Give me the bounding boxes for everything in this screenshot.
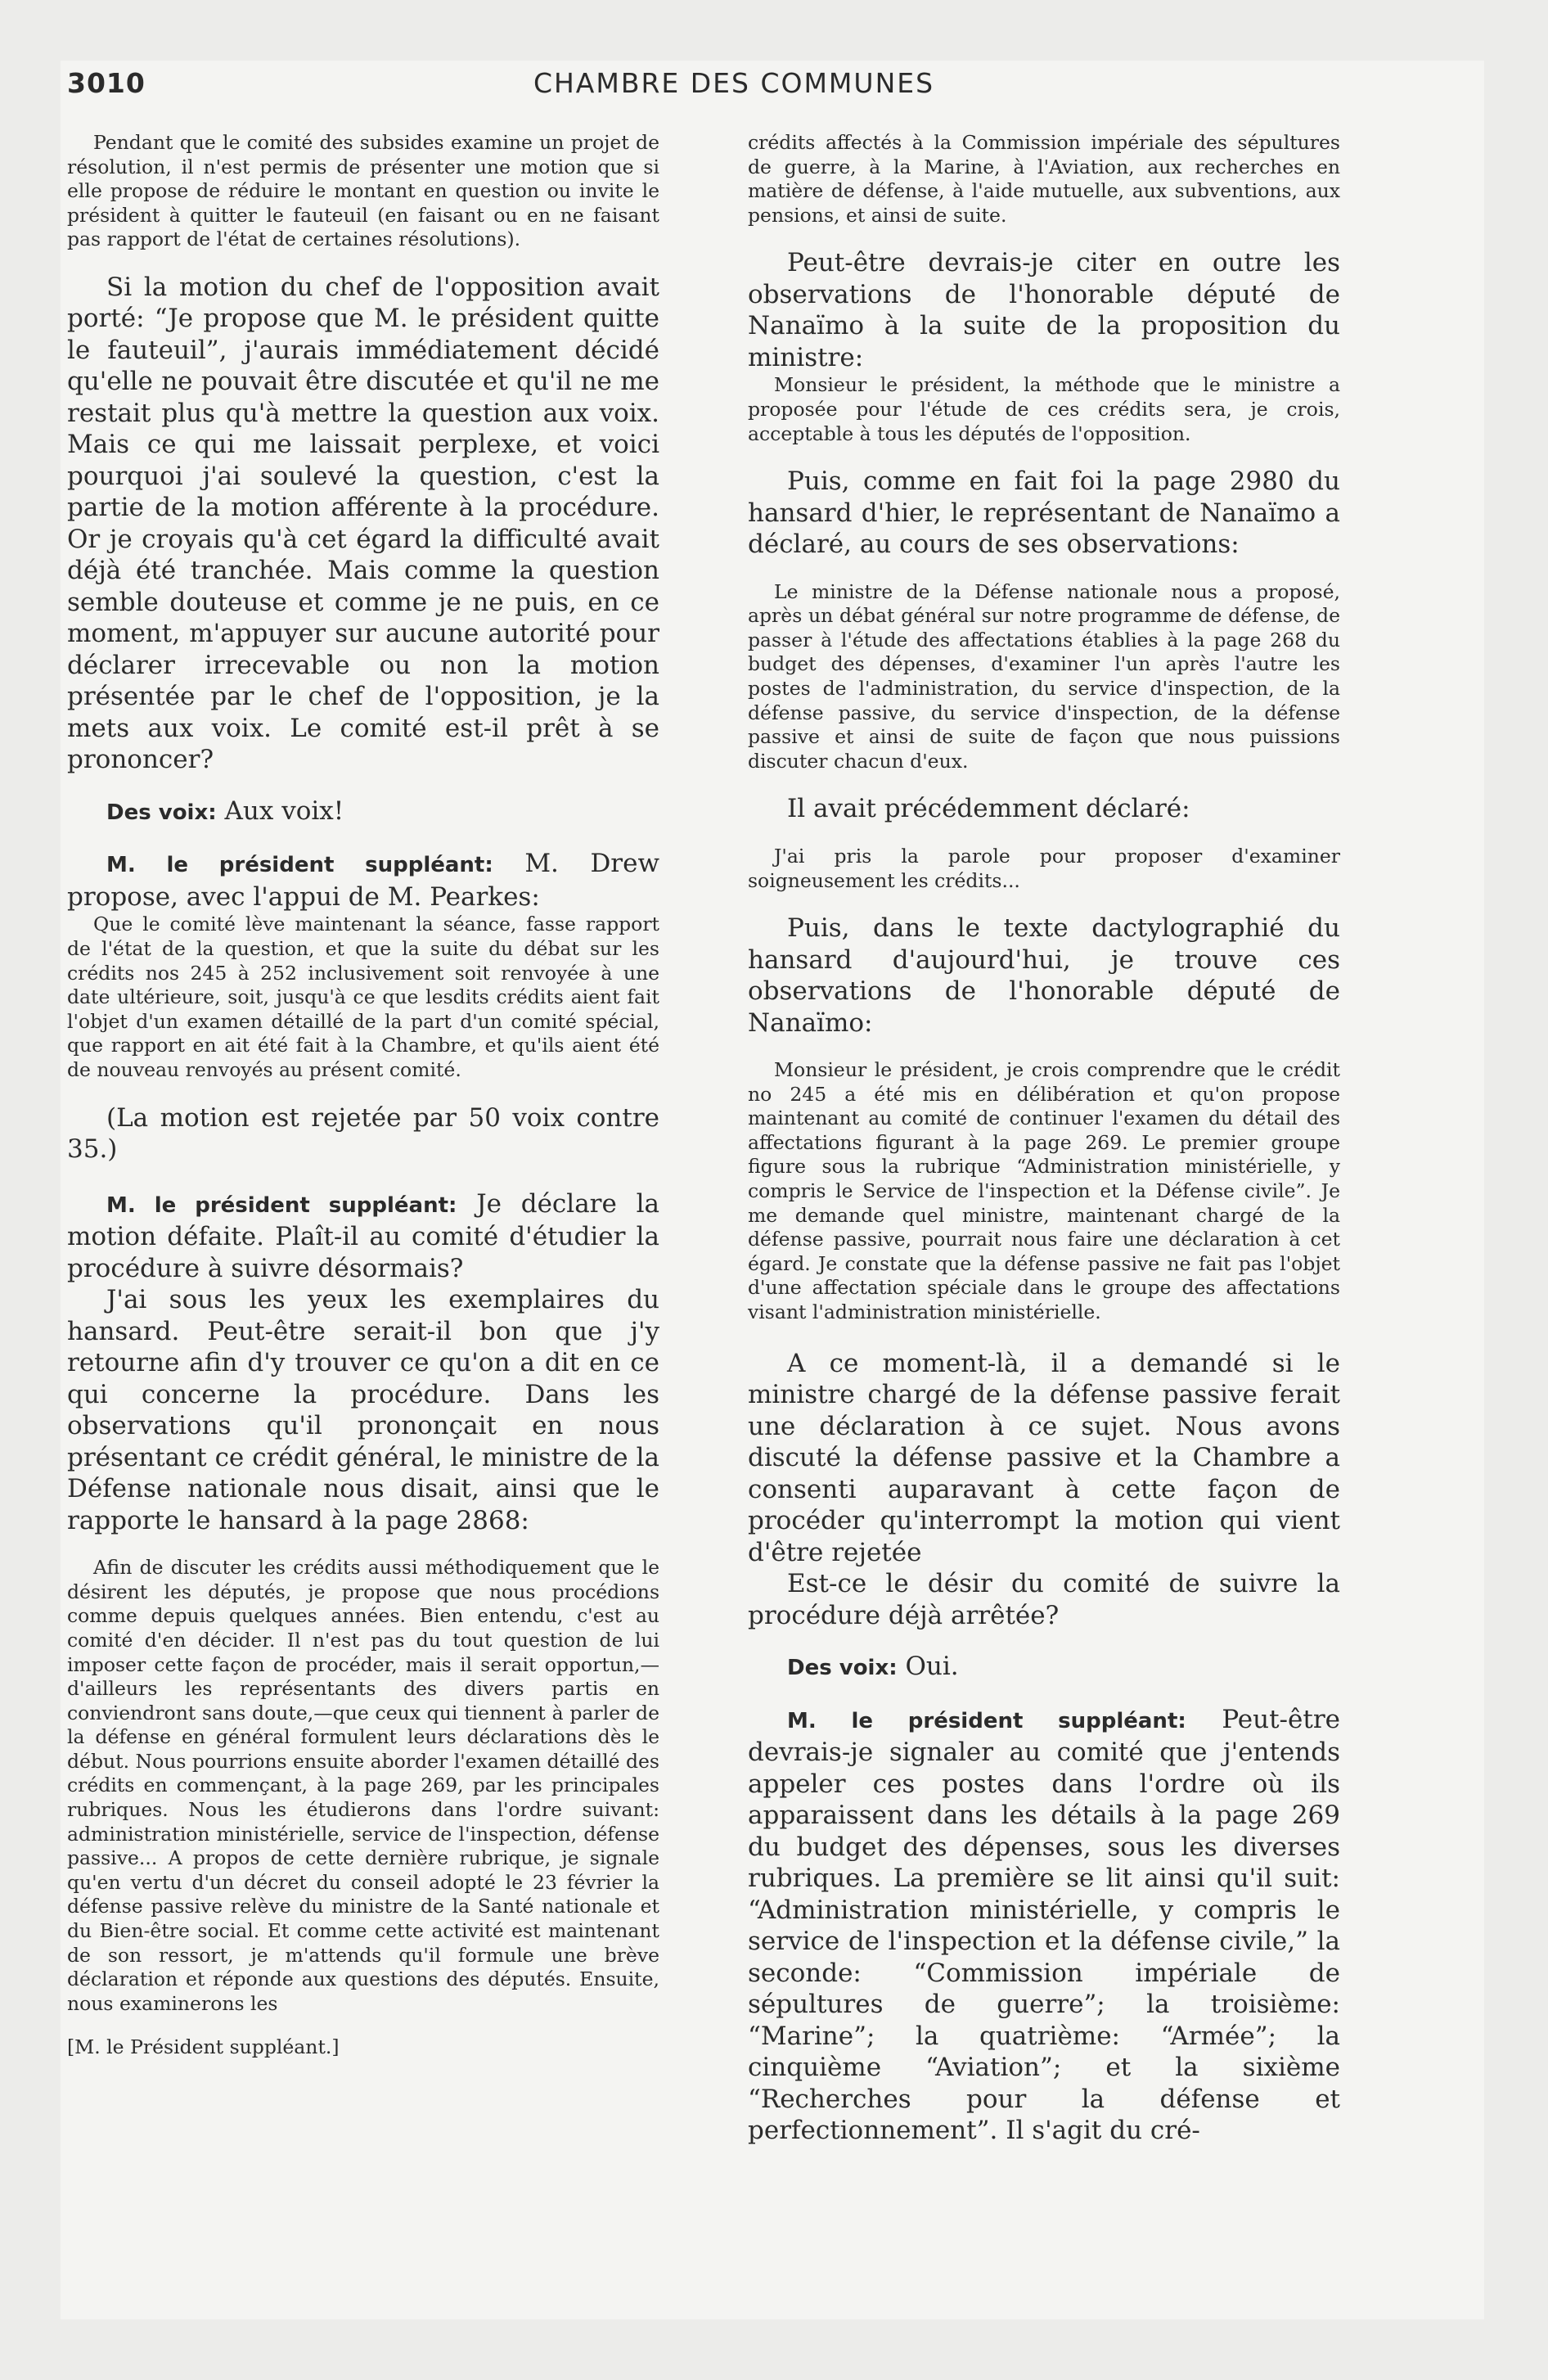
speech-text: Aux voix! <box>224 796 344 826</box>
paragraph-chairman-declares <box>67 1188 659 1285</box>
paragraph-vote-result: (La motion est rejetée par 50 voix contre 35.) <box>67 1102 659 1165</box>
speech-text: M. Drew propose, avec l'appui de M. Pearkes: <box>67 849 659 912</box>
running-head: CHAMBRE DES COMMUNES <box>533 67 935 99</box>
speaker-label: M. le président suppléant: <box>106 853 493 878</box>
paragraph-at-that-moment: A ce moment-là, il a demandé si le ministre chargé de la défense passive ferait une déclaration à ce sujet. Nous avons discuté la défense passive et la Chambre a consenti auparavant à cette façon de procéder qu'interrompt la motion qui vient d'être rejetée <box>748 1348 1340 1567</box>
paragraph-minister-proposal-quote: Le ministre de la Défense nationale nous a proposé, après un débat général sur notre programme de défense, de passer à l'étude des affectations établies à la page 268 du budget des dépenses, d'examiner l'un après l'autre les postes de l'administration, du service d'inspection, de la défense passive, du service d'inspection, de la défense passive et ainsi de suite de façon que nous puissions discuter chacun d'eux. <box>748 579 1340 773</box>
paragraph-credit-245-quote: Monsieur le président, je crois comprendre que le crédit no 245 a été mis en délibération et qu'on propose maintenant au comité de continuer l'examen du détail des affectations figurant à la page 269. Le premier groupe figure sous la rubrique “Administration ministérielle, y compris le Service de l'inspection et la Défense civile”. Je me demande quel ministre, maintenant chargé de la défense passive, pourrait nous faire une déclaration à cet égard. Je constate que la défense passive ne fait pas l'objet d'une affectation spéciale dans le groupe des affectations visant l'administration ministérielle. <box>748 1058 1340 1324</box>
page-number: 3010 <box>67 67 146 99</box>
left-column <box>67 131 659 2060</box>
paragraph-motion: Que le comité lève maintenant la séance, fasse rapport de l'état de la question, et que la suite du débat sur les crédits nos 245 à 252 inclusivement soit renvoyée à une date ultérieure, soit, jusqu'à ce que lesdits crédits aient fait l'objet d'un examen détaillé de la part d'un comité spécial, que rapport en ait été fait à la Chambre, et qu'ils aient été de nouveau renvoyés au présent comité. <box>67 913 659 1082</box>
page-header <box>67 67 1401 116</box>
speaker-label: M. le président suppléant: <box>106 1192 457 1218</box>
paragraph-hansard: J'ai sous les yeux les exemplaires du hansard. Peut-être serait-il bon que j'y retourne afin d'y trouver ce qu'on a dit en ce qui concerne la procédure. Dans les observations qu'il prononçait en nous présentant ce crédit général, le ministre de la Défense nationale nous disait, ainsi que le rapporte le hansard à la page 2868: <box>67 1285 659 1535</box>
speech-text: Oui. <box>905 1652 959 1682</box>
paragraph-voices-yes <box>748 1651 1340 1684</box>
speaker-label: M. le président suppléant: <box>787 1708 1186 1733</box>
speech-text: Je déclare la motion défaite. Plaît-il au comité d'étudier la procédure à suivre désormais? <box>67 1188 659 1283</box>
paragraph-page-2980: Puis, comme en fait foi la page 2980 du hansard d'hier, le représentant de Nanaïmo a déclaré, au cours de ses observations: <box>748 467 1340 560</box>
paragraph-nanaimo-intro: Peut-être devrais-je citer en outre les observations de l'honorable député de Nanaïmo à la suite de la proposition du ministre: <box>748 248 1340 372</box>
paragraph-nanaimo-quote: Monsieur le président, la méthode que le ministre a proposée pour l'étude de ces crédits sera, je crois, acceptable à tous les députés de l'opposition. <box>748 373 1340 445</box>
paragraph-committee-wish: Est-ce le désir du comité de suivre la procédure déjà arrêtée? <box>748 1569 1340 1630</box>
paragraph-typescript: Puis, dans le texte dactylographié du hansard d'aujourd'hui, je trouve ces observations de l'honorable député de Nanaïmo: <box>748 913 1340 1038</box>
right-column <box>748 131 1340 2147</box>
speaker-label: Des voix: <box>106 800 217 825</box>
paragraph-minister-quote: Afin de discuter les crédits aussi méthodiquement que le désirent les députés, je propose que nous procédions comme depuis quelques années. Bien entendu, c'est au comité d'en décider. Il n'est pas du tout question de lui imposer cette façon de procéder, mais il serait opportun,—d'ailleurs les représentants des divers partis en conviendront sans doute,—que ceux qui tiennent à parler de la défense en général formulent leurs déclarations dès le début. Nous pourrions ensuite aborder l'examen détaillé des crédits en commençant, à la page 269, par les principales rubriques. Nous les étudierons dans l'ordre suivant: administration ministérielle, service de l'inspection, défense passive... A propos de cette dernière rubrique, je signale qu'en vertu d'un décret du conseil adopté le 23 février la défense passive relève du ministre de la Santé nationale et du Bien-être social. Et comme cette activité est maintenant de son ressort, je m'attends qu'il formule une brève déclaration et réponde aux questions des députés. Ensuite, nous examinerons les <box>67 1556 659 2015</box>
paragraph-short-quote: J'ai pris la parole pour proposer d'examiner soigneusement les crédits... <box>748 844 1340 892</box>
paragraph-citation: Pendant que le comité des subsides examine un projet de résolution, il n'est permis de présenter une motion que si elle propose de réduire le montant en question ou invite le président à quitter le fauteuil (en faisant ou en ne faisant pas rapport de l'état de certaines résolutions). <box>67 131 659 251</box>
paragraph-previously: Il avait précédemment déclaré: <box>787 794 1190 824</box>
speaker-continuation-note: [M. le Président suppléant.] <box>67 2035 340 2059</box>
paragraph-ruling: Si la motion du chef de l'opposition avait porté: “Je propose que M. le président quitte le fauteuil”, j'aurais immédiatement décidé qu'elle ne pouvait être discutée et qu'il ne me restait plus qu'à mettre la question aux voix. Mais ce qui me laissait perplexe, et voici pourquoi j'ai soulevé la question, c'est la partie de la motion afférente à la procédure. Or je croyais qu'à cet égard la difficulté avait déjà été tranchée. Mais comme la question semble douteuse et comme je ne puis, en ce moment, m'appuyer sur aucune autorité pour déclarer irrecevable ou non la motion présentée par le chef de l'opposition, je la mets aux voix. Le comité est-il prêt à se prononcer? <box>67 272 659 775</box>
paragraph-chairman <box>67 848 659 913</box>
paragraph-credits-list: crédits affectés à la Commission impériale des sépultures de guerre, à la Marine, à l'Aviation, aux recherches en matière de défense, à l'aide mutuelle, aux subventions, aux pensions, et ainsi de suite. <box>748 131 1340 227</box>
paragraph-voices <box>67 796 659 829</box>
paragraph-chairman-order <box>748 1704 1340 2147</box>
speaker-label: Des voix: <box>787 1656 898 1681</box>
speech-text: Peut-être devrais-je signaler au comité que j'entends appeler ces postes dans l'ordre où ils apparaissent dans les détails à la page 269 du budget des dépenses, sous les diverses rubriques. La première se lit ainsi qu'il suit: “Administration ministérielle, y compris le service de l'inspection et la défense civile,” la seconde: “Commission impériale de sépultures de guerre”; la troisième: “Marine”; la quatrième: “Armée”; la cinquième “Aviation”; et la sixième “Recherches pour la défense et perfectionnement”. Il s'agit du cré- <box>748 1704 1340 2146</box>
